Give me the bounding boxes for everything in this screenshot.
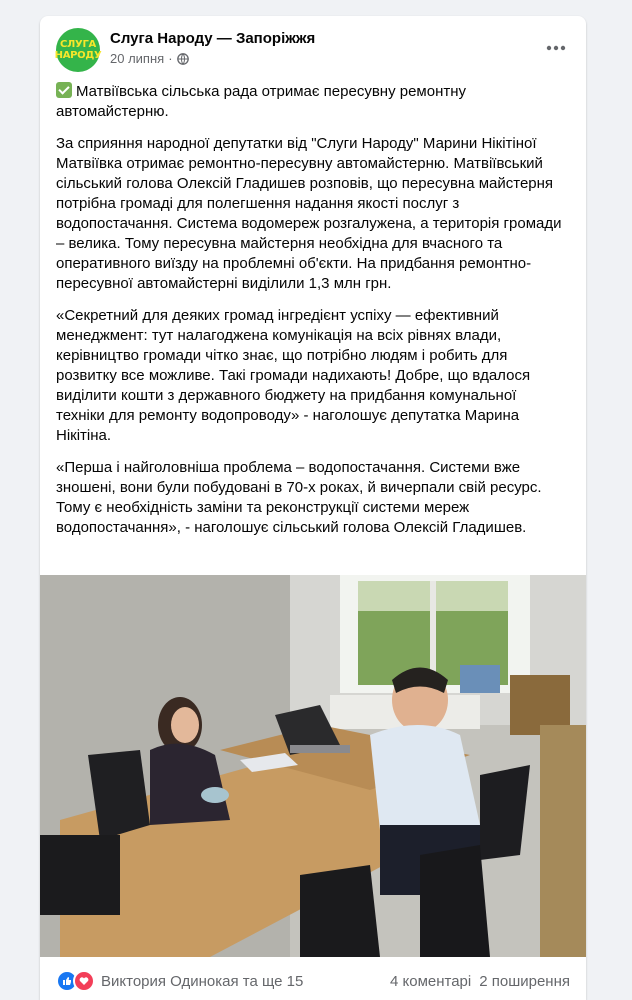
post-stats	[390, 973, 570, 990]
post-text	[56, 82, 568, 550]
post-header	[56, 28, 570, 72]
office-meeting-photo	[40, 575, 586, 957]
love-reaction-icon	[73, 970, 95, 992]
more-options-icon	[546, 45, 566, 51]
post-photo[interactable]	[40, 575, 586, 957]
post-paragraph-3: «Секретний для деяких громад інгредієнт успіху — ефективний менеджмент: тут налагоджена комунікація на всіх рівнях влади, керівництво громади чітко знає, що потрібно людям і робить для розвитку все можливе. Такі громади надихають! Добре, що вдалося виділити кошти з державного бюджету на придбання комунальної техніки для ремонту водопроводу» - наголошує депутатка Марина Нікітіна.	[56, 307, 531, 444]
check-mark-icon	[56, 82, 72, 98]
reactions-summary[interactable]	[56, 970, 303, 992]
post-meta: 20 липня ·	[110, 51, 189, 66]
post-headline-paragraph	[56, 82, 568, 122]
avatar-text-line2: НАРОДУ	[54, 50, 102, 61]
page-avatar[interactable]	[56, 28, 100, 72]
page-name-link[interactable]: Слуга Народу — Запоріжжя	[110, 30, 316, 47]
reactors-text[interactable]: Виктория Одинокая та ще 15	[101, 972, 304, 990]
post-card	[40, 16, 586, 1000]
post-date-link[interactable]: 20 липня	[110, 51, 165, 66]
more-options-button[interactable]	[538, 34, 574, 62]
avatar-text-line1: СЛУГА	[60, 39, 96, 50]
post-paragraph-4: «Перша і найголовніша проблема – водопостачання. Системи вже зношені, вони були побудовані в 70-х роках, й вичерпали свій ресурс. Тому є необхідність заміни та реконструкції системи мереж водопостачання», - наголошує сільський голова Олексій Гладишев.	[56, 459, 542, 536]
comments-count-link[interactable]: 4 коментарі	[389, 972, 472, 990]
post-paragraph-1: Матвіївська сільська рада отримає пересувну ремонтну автомайстерню.	[56, 83, 467, 120]
globe-icon	[177, 53, 189, 65]
post-paragraph-2: За сприяння народної депутатки від "Слуги Народу" Марини Нікітіної Матвіївка отримає ремонтно-пересувну автомайстерню. Матвіївський сільський голова Олексій Гладишев розповів, що пересувна майстерня потрібна громаді для полегшення надання якості послуг з водопостачання. Система водомереж розгалужена, а територія громади – велика. Тому пересувна майстерня необхідна для вчасного та оперативного виїзду на проблемні об'єкти. На придбання ремонтно-пересувної автомайстерні виділили 1,3 млн грн.	[56, 135, 562, 292]
shares-count-link[interactable]: 2 поширення	[479, 972, 570, 990]
post-footer	[56, 966, 570, 996]
